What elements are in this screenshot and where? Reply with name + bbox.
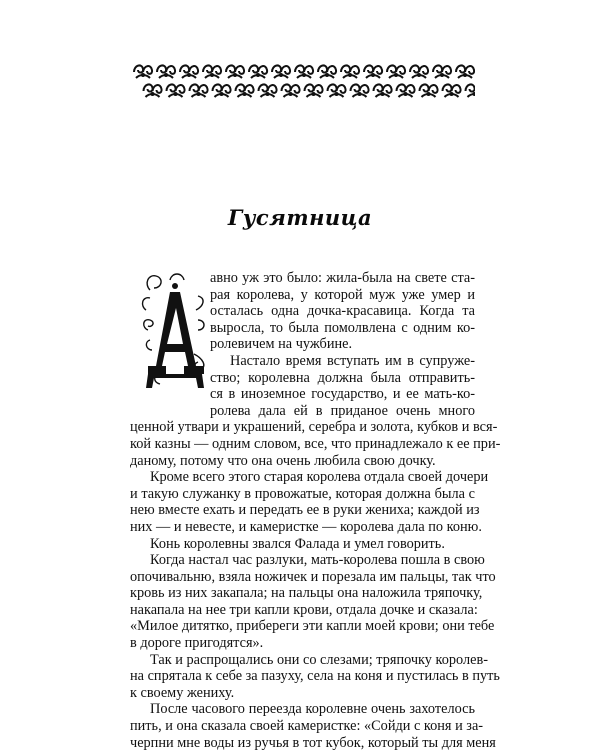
text-line: Кроме всего этого старая королева отдала своей дочери: [150, 469, 489, 486]
ornament-motif: [433, 65, 451, 78]
ornament-motif: [203, 65, 221, 78]
ornament-motif: [420, 84, 438, 97]
text-line: опочивальню, взяла ножичек и порезала им пальцы, так что: [130, 568, 496, 585]
text-line: ство; королевна должна была отправить-: [210, 369, 475, 386]
text-line: нею вместе ехать и передать ее в руки жениха; каждой из: [130, 502, 480, 519]
ornament-motif: [466, 84, 476, 97]
paragraph: [130, 536, 475, 553]
ornament-motif: [167, 84, 185, 97]
text-line: «Милое дитятко, прибереги эти капли моей крови; они тебе: [130, 618, 495, 635]
ornament-motif: [387, 65, 405, 78]
ornament-motif: [272, 65, 290, 78]
ornament-motif: [249, 65, 267, 78]
text-line: После часового переезда королевне очень захотелось: [150, 701, 475, 718]
ornament-motif: [328, 84, 346, 97]
story-text: [130, 270, 501, 751]
text-line: в дороге пригодятся».: [130, 635, 264, 652]
ornament-motif: [295, 65, 313, 78]
paragraph: [130, 552, 496, 652]
ornament-motif: [157, 65, 175, 78]
story-title: Гусятница: [227, 205, 373, 230]
ornament-motif: [144, 84, 162, 97]
text-line: к своему жениху.: [130, 684, 235, 701]
ornament-motif: [190, 84, 208, 97]
text-line: Конь королевны звался Фалада и умел говорить.: [150, 535, 445, 552]
ornament-motif: [180, 65, 198, 78]
text-line: кой казны — одним словом, все, что принадлежало к ее при-: [130, 435, 501, 452]
ornament-motif: [364, 65, 382, 78]
ornament-motif: [341, 65, 359, 78]
ornament-motif: [226, 65, 244, 78]
text-line: Так и распрощались они со слезами; тряпочку королев-: [150, 651, 488, 668]
text-line: накапала на нее три капли крови, отдала дочке и сказала:: [130, 601, 478, 618]
ornament-motif: [397, 84, 415, 97]
paragraph: [130, 651, 500, 702]
text-line: черпни мне воды из ручья в тот кубок, который ты для меня: [130, 734, 496, 751]
ornament-motif: [410, 65, 428, 78]
text-line: авно уж это было: жила-была на свете ста-: [210, 270, 475, 286]
ornament-motif: [259, 84, 277, 97]
ornament-band: [130, 62, 475, 100]
paragraph: [130, 701, 496, 751]
text-line: даному, потому что она очень любила свою дочку.: [130, 452, 436, 469]
text-line: осталась одна дочка-красавица. Когда та: [210, 303, 475, 320]
ornament-motif: [213, 84, 231, 97]
ornament-motif: [374, 84, 392, 97]
ornament-motif: [351, 84, 369, 97]
ornament-motif: [443, 84, 461, 97]
ornament-motif: [305, 84, 323, 97]
text-line: Когда настал час разлуки, мать-королева пошла в свою: [150, 552, 485, 569]
text-line: кровь из них закапала; на пальцы она наложила тряпочку,: [130, 585, 483, 602]
text-line: на спрятала к себе за пазуху, села на коня и пустилась в путь: [130, 668, 500, 685]
paragraph: [130, 469, 489, 535]
text-line: и такую служанку в провожатые, которая должна была с: [130, 485, 475, 502]
text-line: пить, и она сказала своей камеристке: «Сойди с коня и за-: [130, 718, 484, 735]
paragraph: [130, 352, 501, 469]
ornament-motif: [318, 65, 336, 78]
text-line: рая королева, у которой муж уже умер и: [210, 286, 475, 303]
paragraph: [130, 270, 475, 353]
text-line: ролева дала ей в приданое очень много: [210, 402, 475, 419]
text-line: них — и невесте, и камеристке — королева дала по коню.: [130, 518, 482, 535]
ornament-motif: [282, 84, 300, 97]
text-line: выросла, то была помолвлена с одним ко-: [210, 319, 475, 336]
ornament-motif: [236, 84, 254, 97]
text-line: ролевичем на чужбине.: [210, 336, 353, 353]
text-line: Настало время вступать им в супруже-: [230, 352, 475, 369]
ornament-motif: [134, 65, 152, 78]
text-line: ся в иноземное государство, и ее мать-ко-: [210, 386, 475, 403]
ornament-motif: [456, 65, 474, 78]
ornament-pattern-icon: [130, 62, 475, 100]
text-line: ценной утвари и украшений, серебра и золота, кубков и вся-: [130, 419, 498, 436]
